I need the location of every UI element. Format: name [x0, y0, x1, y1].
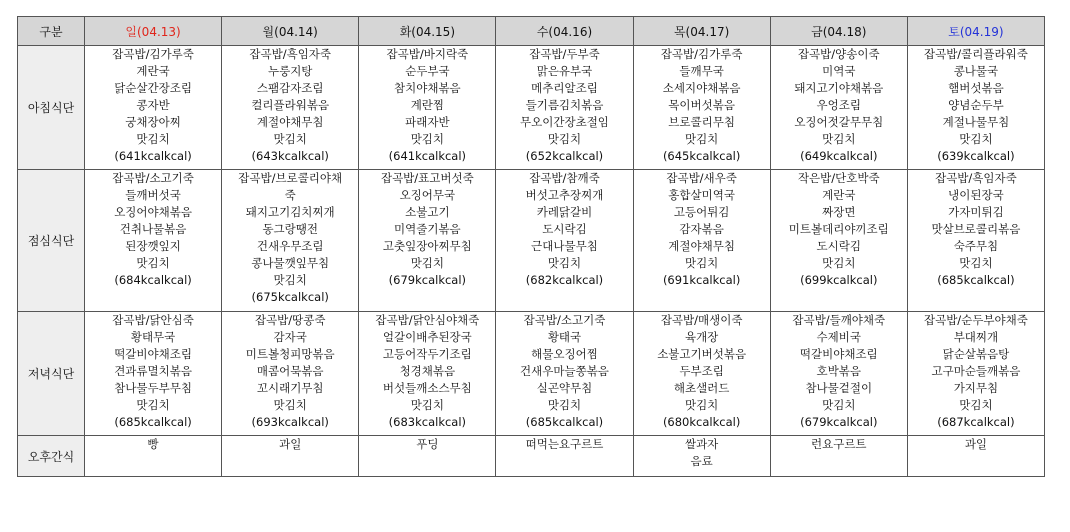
- menu-cell: [907, 312, 1044, 436]
- menu-item: 황태무국: [130, 330, 176, 344]
- weekly-menu-table: [17, 16, 1045, 477]
- menu-item: 건취나물볶음: [119, 222, 187, 236]
- menu-cell: [85, 436, 222, 477]
- menu-item: 잡곡밥/표고버섯죽: [380, 171, 474, 185]
- menu-item: 계절야채무침: [668, 239, 735, 253]
- menu-item: 황태국: [547, 330, 582, 344]
- menu-item: 맛김치: [959, 256, 993, 270]
- menu-item: 맛김치: [547, 398, 582, 412]
- menu-item: 매콤어묵볶음: [256, 364, 324, 378]
- menu-item: (687kcalkcal): [937, 415, 1015, 429]
- menu-item: 들깨무국: [679, 64, 724, 78]
- menu-item: 도시락김: [816, 239, 861, 253]
- menu-item: 맛김치: [547, 132, 582, 146]
- menu-item: 누룽지탕: [267, 64, 313, 78]
- menu-item: 잡곡밥/흑임자죽: [249, 47, 332, 61]
- menu-item: 잡곡밥/바지락죽: [386, 47, 469, 61]
- menu-item: 맛김치: [136, 398, 170, 412]
- menu-item: (645kcalkcal): [662, 149, 741, 163]
- menu-cell: [907, 46, 1044, 170]
- menu-item: 잡곡밥/참깨죽: [529, 171, 600, 185]
- dinner-row: [18, 312, 1045, 436]
- menu-cell: [907, 170, 1044, 312]
- menu-item: 브로콜리무침: [668, 115, 735, 129]
- menu-cell: [222, 46, 359, 170]
- day-header-mon: 월(04.14): [222, 17, 359, 46]
- menu-item: 감자국: [273, 330, 307, 344]
- menu-item: 잡곡밥/김가루죽: [112, 47, 194, 61]
- menu-cell: [359, 170, 496, 312]
- menu-item: 맛김치: [684, 398, 719, 412]
- menu-item: 스팸감자조림: [256, 81, 324, 95]
- menu-item: 감자볶음: [679, 222, 724, 236]
- menu-item: 콩나물깻잎무침: [251, 256, 330, 270]
- menu-item: 잡곡밥/흑임자죽: [935, 171, 1017, 185]
- meal-label: 점심식단: [18, 170, 85, 312]
- menu-item: (652kcalkcal): [525, 149, 604, 163]
- menu-item: 꼬시래기무침: [256, 381, 324, 395]
- menu-item: 맛김치: [410, 256, 445, 270]
- menu-item: 잡곡밥/소고기죽: [523, 313, 606, 327]
- meal-label: 저녁식단: [18, 312, 85, 436]
- menu-item: (685kcalkcal): [525, 415, 604, 429]
- menu-item: 오징어무국: [399, 188, 456, 202]
- menu-cell: [222, 436, 359, 477]
- menu-item: 맛김치: [136, 132, 170, 146]
- menu-item: 맛김치: [136, 256, 170, 270]
- menu-item: 참나물두부무침: [114, 381, 192, 395]
- menu-item: 콩자반: [136, 98, 170, 112]
- menu-item: 잡곡밥/닭안심죽: [112, 313, 194, 327]
- menu-item: 가자미튀김: [948, 205, 1004, 219]
- menu-item: 쌀과자: [684, 437, 719, 451]
- menu-item: 콩나물국: [953, 64, 999, 78]
- day-header-tue: 화(04.15): [359, 17, 496, 46]
- menu-item: 빵: [147, 437, 159, 451]
- menu-item: 들깨버섯국: [125, 188, 181, 202]
- menu-item: (643kcalkcal): [251, 149, 329, 163]
- menu-item: 동그랑땡전: [262, 222, 318, 236]
- menu-item: 죽: [284, 188, 296, 202]
- menu-item: 카레닭갈비: [536, 205, 593, 219]
- menu-cell: [770, 436, 907, 477]
- menu-item: 잡곡밥/양송이죽: [797, 47, 880, 61]
- menu-item: 돼지고기김치찌개: [245, 205, 335, 219]
- menu-cell: [633, 46, 770, 170]
- day-header-fri: 금(04.18): [770, 17, 907, 46]
- lunch-row: [18, 170, 1045, 312]
- menu-item: 두부조림: [679, 364, 724, 378]
- menu-item: 호박볶음: [816, 364, 861, 378]
- menu-cell: [222, 170, 359, 312]
- menu-item: (685kcalkcal): [937, 273, 1015, 287]
- menu-item: 잡곡밥/새우죽: [666, 171, 737, 185]
- menu-item: 건새우무조림: [256, 239, 324, 253]
- menu-item: 잡곡밥/땅콩죽: [254, 313, 326, 327]
- day-header-sun: 일(04.13): [85, 17, 222, 46]
- menu-item: 목이버섯볶음: [668, 98, 735, 112]
- menu-item: 과일: [964, 437, 988, 451]
- menu-item: 잡곡밥/두부죽: [529, 47, 600, 61]
- menu-item: 계절나물무침: [942, 115, 1010, 129]
- snack-row: [18, 436, 1045, 477]
- menu-item: 맛살브로콜리볶음: [931, 222, 1021, 236]
- menu-item: 참나물겉절이: [805, 381, 873, 395]
- menu-item: 런요구르트: [811, 437, 867, 451]
- menu-item: 맛김치: [822, 256, 856, 270]
- menu-item: 잡곡밥/브로콜리야채: [238, 171, 343, 185]
- menu-item: 맛김치: [273, 398, 307, 412]
- menu-item: 잡곡밥/순두부야채죽: [923, 313, 1028, 327]
- menu-cell: [907, 436, 1044, 477]
- menu-item: 실곤약무침: [536, 381, 593, 395]
- menu-item: 육개장: [684, 330, 719, 344]
- menu-item: (683kcalkcal): [388, 415, 467, 429]
- menu-cell: [770, 312, 907, 436]
- menu-item: (682kcalkcal): [525, 273, 604, 287]
- menu-item: 순두부국: [405, 64, 450, 78]
- menu-cell: [85, 46, 222, 170]
- menu-item: (679kcalkcal): [388, 273, 467, 287]
- menu-item: 냉이된장국: [948, 188, 1004, 202]
- meal-label: 아침식단: [18, 46, 85, 170]
- menu-item: 잡곡밥/콜리플라워죽: [923, 47, 1028, 61]
- menu-item: 부대찌개: [953, 330, 999, 344]
- menu-item: 맛김치: [822, 132, 856, 146]
- menu-item: 근대나물무침: [531, 239, 598, 253]
- menu-item: 궁채장아찌: [125, 115, 181, 129]
- menu-cell: [496, 312, 633, 436]
- menu-item: 과일: [279, 437, 302, 451]
- menu-item: 파래자반: [405, 115, 450, 129]
- menu-item: 맛김치: [273, 273, 307, 287]
- menu-cell: [496, 436, 633, 477]
- menu-item: 닭순살볶음탕: [942, 347, 1010, 361]
- menu-cell: [633, 312, 770, 436]
- menu-cell: [85, 170, 222, 312]
- menu-cell: [633, 436, 770, 477]
- menu-item: 푸딩: [416, 437, 439, 451]
- header-row: [18, 17, 1045, 46]
- menu-item: 오징어야채볶음: [114, 205, 192, 219]
- menu-item: (679kcalkcal): [800, 415, 878, 429]
- breakfast-row: [18, 46, 1045, 170]
- menu-item: (675kcalkcal): [251, 290, 329, 304]
- menu-item: 떡갈비야채조림: [799, 347, 878, 361]
- menu-item: 미트볼청피망볶음: [245, 347, 335, 361]
- menu-item: 양념순두부: [948, 98, 1004, 112]
- menu-item: 견과류멸치볶음: [114, 364, 192, 378]
- menu-cell: [496, 46, 633, 170]
- menu-item: 맛김치: [547, 256, 582, 270]
- menu-cell: [85, 312, 222, 436]
- menu-item: 컬리플라워볶음: [251, 98, 330, 112]
- meal-label: 오후간식: [18, 436, 85, 477]
- menu-item: 맛김치: [822, 398, 856, 412]
- menu-item: 맛김치: [684, 256, 719, 270]
- menu-item: 들기름김치볶음: [525, 98, 604, 112]
- menu-item: 도시락김: [542, 222, 587, 236]
- menu-item: 계란국: [136, 64, 170, 78]
- day-header-thu: 목(04.17): [633, 17, 770, 46]
- menu-item: 맛김치: [410, 398, 445, 412]
- menu-item: 잡곡밥/들깨야채죽: [792, 313, 886, 327]
- menu-item: (641kcalkcal): [114, 149, 192, 163]
- menu-item: 맛김치: [959, 132, 993, 146]
- menu-cell: [633, 170, 770, 312]
- menu-item: 잡곡밥/김가루죽: [660, 47, 743, 61]
- menu-item: 맑은유부국: [536, 64, 593, 78]
- menu-item: 음료: [690, 454, 713, 468]
- menu-item: 버섯들깨소스무침: [382, 381, 472, 395]
- menu-item: 미트볼데리야끼조림: [788, 222, 889, 236]
- day-header-wed: 수(04.16): [496, 17, 633, 46]
- menu-cell: [359, 46, 496, 170]
- menu-item: 짜장면: [822, 205, 856, 219]
- menu-item: (684kcalkcal): [114, 273, 192, 287]
- menu-item: 잡곡밥/닭안심야채죽: [375, 313, 480, 327]
- menu-item: 소불고기: [405, 205, 450, 219]
- menu-item: 돼지고기야채볶음: [794, 81, 884, 95]
- menu-item: 홍합살미역국: [668, 188, 735, 202]
- menu-item: 고등어작두기조림: [382, 347, 472, 361]
- menu-item: 가지무침: [953, 381, 999, 395]
- menu-item: 우엉조림: [816, 98, 861, 112]
- menu-item: (685kcalkcal): [114, 415, 192, 429]
- menu-item: 미역국: [822, 64, 856, 78]
- menu-item: 된장깻잎지: [125, 239, 181, 253]
- menu-item: (691kcalkcal): [662, 273, 741, 287]
- menu-cell: [770, 170, 907, 312]
- menu-item: 오징어젓갈무무침: [794, 115, 884, 129]
- menu-item: 숙주무침: [953, 239, 999, 253]
- menu-item: 작은밥/단호박죽: [797, 171, 880, 185]
- header-label: 구분: [18, 17, 85, 46]
- menu-item: 잡곡밥/소고기죽: [112, 171, 194, 185]
- day-header-sat: 토(04.19): [907, 17, 1044, 46]
- menu-item: (699kcalkcal): [800, 273, 878, 287]
- menu-item: 고등어튀김: [673, 205, 730, 219]
- menu-item: 무오이간장초절임: [520, 115, 609, 129]
- menu-item: 수제비국: [816, 330, 861, 344]
- menu-item: 해물오징어찜: [531, 347, 598, 361]
- menu-item: 청경채볶음: [399, 364, 456, 378]
- menu-item: (649kcalkcal): [800, 149, 878, 163]
- menu-item: 햄버섯볶음: [948, 81, 1004, 95]
- menu-item: 맛김치: [273, 132, 307, 146]
- menu-item: 소세지야채볶음: [662, 81, 741, 95]
- menu-item: 잡곡밥/매생이죽: [660, 313, 743, 327]
- menu-item: 버섯고추장찌개: [525, 188, 604, 202]
- menu-item: 얼갈이배추된장국: [382, 330, 472, 344]
- menu-item: 떡갈비야채조림: [114, 347, 192, 361]
- menu-item: 고춧잎장아찌무침: [382, 239, 472, 253]
- menu-item: (680kcalkcal): [662, 415, 741, 429]
- menu-item: 떠먹는요구르트: [525, 437, 604, 451]
- menu-item: (639kcalkcal): [937, 149, 1015, 163]
- menu-cell: [496, 170, 633, 312]
- menu-item: 맛김치: [684, 132, 719, 146]
- menu-cell: [359, 436, 496, 477]
- menu-cell: [222, 312, 359, 436]
- menu-cell: [359, 312, 496, 436]
- menu-item: 해초샐러드: [673, 381, 730, 395]
- menu-item: 계절야채무침: [256, 115, 324, 129]
- menu-item: 소불고기버섯볶음: [657, 347, 747, 361]
- menu-item: 미역줄기볶음: [394, 222, 461, 236]
- menu-item: (693kcalkcal): [251, 415, 329, 429]
- menu-item: 닭순살간장조림: [114, 81, 192, 95]
- menu-item: 건새우마늘쫑볶음: [520, 364, 609, 378]
- menu-item: 계란국: [822, 188, 856, 202]
- menu-item: (641kcalkcal): [388, 149, 467, 163]
- menu-item: 맛김치: [410, 132, 445, 146]
- menu-item: 고구마순들깨볶음: [931, 364, 1021, 378]
- menu-item: 계란찜: [410, 98, 445, 112]
- menu-item: 참치야채볶음: [394, 81, 461, 95]
- menu-item: 메추리알조림: [531, 81, 598, 95]
- menu-item: 맛김치: [959, 398, 993, 412]
- menu-cell: [770, 46, 907, 170]
